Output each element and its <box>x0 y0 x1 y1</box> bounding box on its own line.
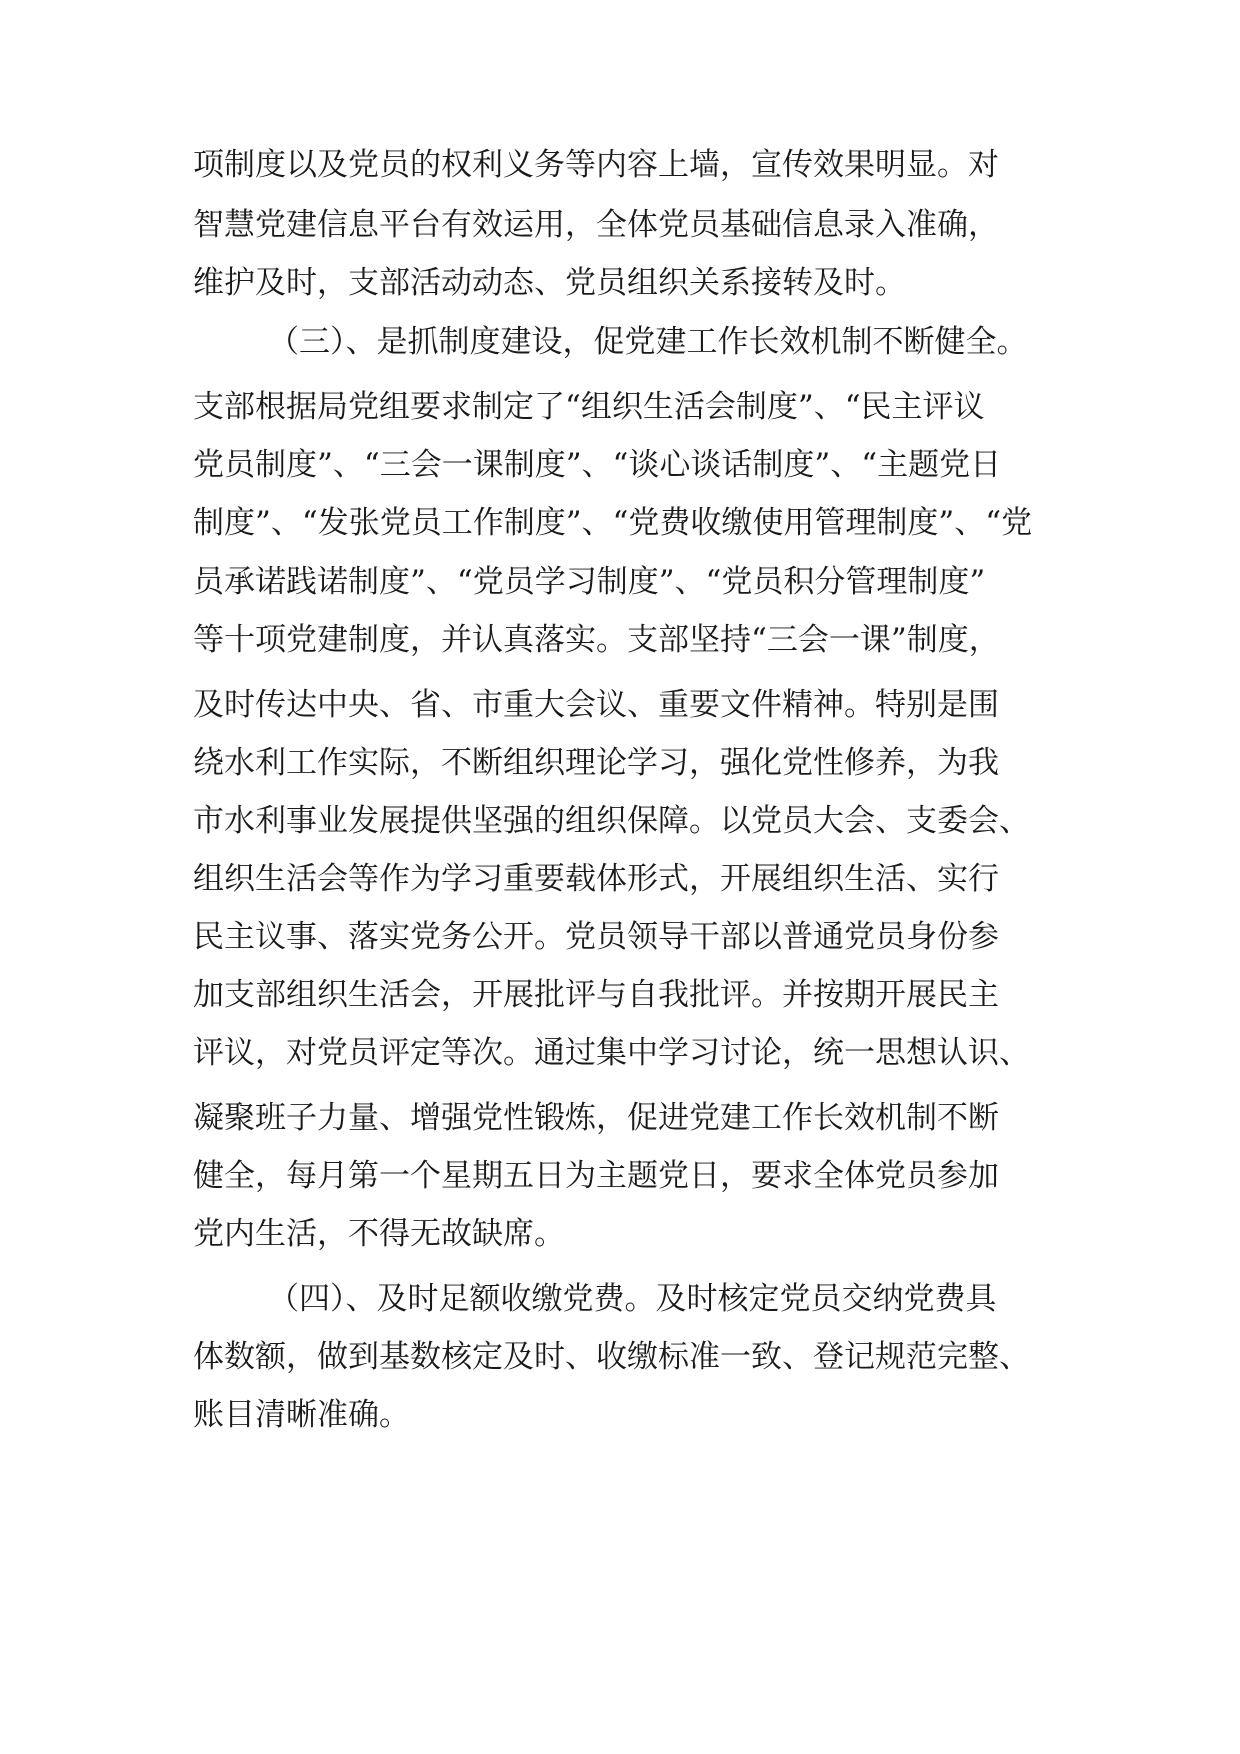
section-heading: （三）、是抓制度建设，促党建工作长效机制不断健全。 <box>268 324 1028 360</box>
text-line: 市水利事业发展提供坚强的组织保障。以党员大会、支委会、 <box>193 803 1030 839</box>
section-heading: （四）、及时足额收缴党费。及时核定党员交纳党费具 <box>268 1281 997 1317</box>
text-line: 制度”、“发张党员工作制度”、“党费收缴使用管理制度”、“党 <box>193 505 1033 541</box>
text-line: 智慧党建信息平台有效运用，全体党员基础信息录入准确， <box>193 207 999 243</box>
text-line: 党内生活，不得无故缺席。 <box>193 1216 565 1252</box>
text-line: 组织生活会等作为学习重要载体形式，开展组织生活、实行 <box>193 861 999 897</box>
text-line: 评议，对党员评定等次。通过集中学习讨论，统一思想认识、 <box>193 1035 1030 1071</box>
text-line: 及时传达中央、省、市重大会议、重要文件精神。特别是围 <box>193 687 999 723</box>
text-line: 绕水利工作实际，不断组织理论学习，强化党性修养，为我 <box>193 745 999 781</box>
text-line: 支部根据局党组要求制定了“组织生活会制度”、“民主评议 <box>193 389 985 425</box>
text-line: 账目清晰准确。 <box>193 1397 410 1433</box>
text-line: 加支部组织生活会，开展批评与自我批评。并按期开展民主 <box>193 977 999 1013</box>
text-line: 党员制度”、“三会一课制度”、“谈心谈话制度”、“主题党日 <box>193 447 1002 483</box>
text-line: 凝聚班子力量、增强党性锻炼，促进党建工作长效机制不断 <box>193 1100 999 1136</box>
text-line: 民主议事、落实党务公开。党员领导干部以普通党员身份参 <box>193 919 999 955</box>
text-line: 体数额，做到基数核定及时、收缴标准一致、登记规范完整、 <box>193 1339 1030 1375</box>
text-line: 员承诺践诺制度”、“党员学习制度”、“党员积分管理制度” <box>193 564 986 600</box>
text-line: 健全，每月第一个星期五日为主题党日，要求全体党员参加 <box>193 1158 999 1194</box>
text-line: 维护及时，支部活动动态、党员组织关系接转及时。 <box>193 265 906 301</box>
text-line: 等十项党建制度，并认真落实。支部坚持“三会一课”制度， <box>193 622 1000 658</box>
text-line: 项制度以及党员的权利义务等内容上墙，宣传效果明显。对 <box>193 147 999 183</box>
